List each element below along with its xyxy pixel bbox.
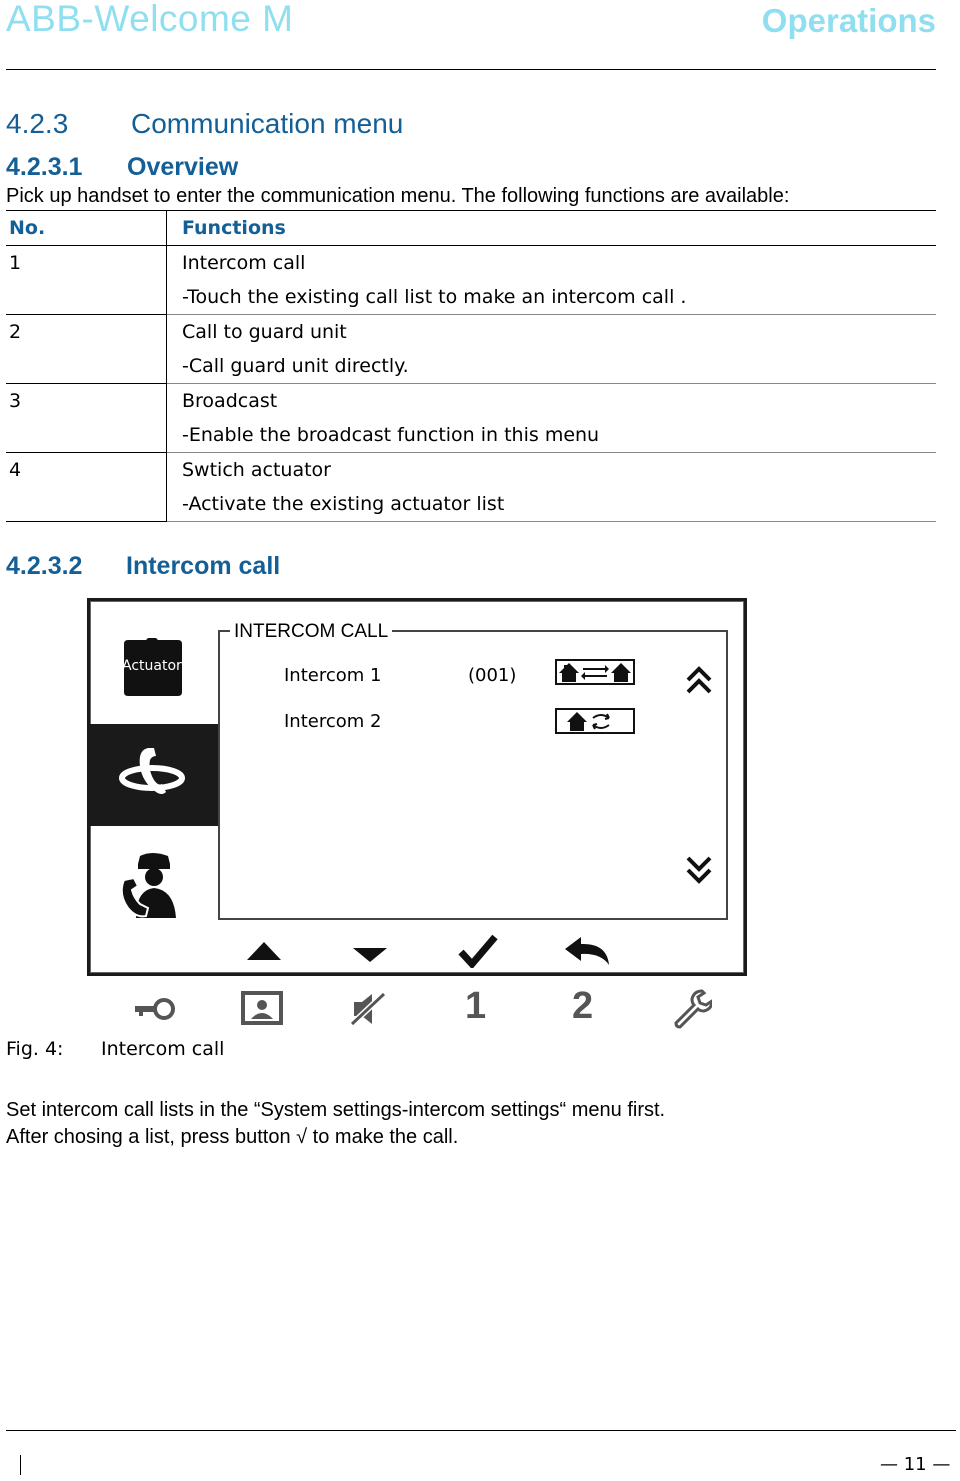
row-function: Call to guard unit xyxy=(167,315,937,350)
side-tab-intercom-icon-wrap xyxy=(118,744,186,806)
nav-confirm-button[interactable] xyxy=(458,934,498,973)
table-row xyxy=(6,453,936,488)
double-chevron-up-icon xyxy=(685,664,713,696)
paragraph: After chosing a list, press button √ to make the call. xyxy=(6,1126,459,1148)
back-icon xyxy=(563,935,613,967)
settings-button[interactable] xyxy=(672,989,712,1034)
nav-down-button[interactable] xyxy=(351,946,389,969)
overview-number: 4.2.3.1 xyxy=(6,153,83,181)
footer-marker xyxy=(20,1455,21,1475)
arrow-up-icon xyxy=(245,940,283,962)
row-no-spacer xyxy=(6,349,167,384)
mute-button[interactable] xyxy=(350,990,386,1033)
row-function: Swtich actuator xyxy=(167,453,937,488)
unlock-button[interactable] xyxy=(131,992,177,1031)
table-row xyxy=(6,418,936,453)
check-icon xyxy=(458,934,498,968)
side-tab-actuator[interactable] xyxy=(120,638,184,698)
scroll-up-button[interactable] xyxy=(685,664,713,701)
intercom-entry-2-status xyxy=(555,708,635,734)
arrow-down-icon xyxy=(351,946,389,964)
side-tab-guard[interactable] xyxy=(118,850,186,920)
section-title: Operations xyxy=(761,2,936,39)
brand-title: ABB-Welcome M xyxy=(6,0,294,39)
wrench-icon xyxy=(672,989,712,1029)
row-no-spacer xyxy=(6,418,167,453)
table-row xyxy=(6,280,936,315)
overview-intro: Pick up handset to enter the communication menu. The following functions are available: xyxy=(6,185,790,207)
section-heading xyxy=(6,108,403,140)
paragraph: Set intercom call lists in the “System settings-intercom settings“ menu first. xyxy=(6,1099,666,1121)
house-transfer-house-icon xyxy=(557,661,633,683)
row-description: -Touch the existing call list to make an intercom call . xyxy=(167,280,937,315)
row-no: 2 xyxy=(9,321,22,343)
camera-icon xyxy=(241,991,283,1027)
intercom-title: Intercom call xyxy=(126,552,281,580)
table-row xyxy=(6,246,936,281)
intercom-number: 4.2.3.2 xyxy=(6,552,83,580)
row-no-spacer xyxy=(6,487,167,522)
section-heading-text: Communication menu xyxy=(131,108,404,139)
row-function: Broadcast xyxy=(167,384,937,419)
camera-button[interactable] xyxy=(241,991,283,1032)
intercom-entry-1-code: (001) xyxy=(468,665,517,686)
nav-back-button[interactable] xyxy=(563,935,613,972)
page-number: — 11 — xyxy=(880,1454,951,1475)
functions-table xyxy=(6,210,936,522)
intercom-entry-2[interactable]: Intercom 2 xyxy=(284,711,382,732)
house-intercom-icon xyxy=(557,710,633,732)
row-description: -Call guard unit directly. xyxy=(167,349,937,384)
footer-divider xyxy=(6,1430,956,1431)
nav-up-button[interactable] xyxy=(245,940,283,967)
table-row xyxy=(6,384,936,419)
overview-heading xyxy=(6,153,238,182)
intercom-entry-1[interactable]: Intercom 1 xyxy=(284,665,382,686)
overview-title: Overview xyxy=(127,153,239,181)
header-divider xyxy=(6,69,936,70)
actuator-label: Actuator xyxy=(122,658,182,674)
table-header-row xyxy=(6,211,936,246)
table-row xyxy=(6,487,936,522)
mute-icon xyxy=(350,990,386,1028)
guard-call-icon xyxy=(118,850,186,920)
scroll-down-button[interactable] xyxy=(685,854,713,891)
row-description: -Enable the broadcast function in this menu xyxy=(167,418,937,453)
intercom-entry-1-status xyxy=(555,659,635,685)
intercom-handset-icon xyxy=(118,744,186,806)
table-header-no: No. xyxy=(6,211,167,246)
figure-caption xyxy=(6,1038,224,1060)
intercom-heading xyxy=(6,552,280,581)
call-2-button[interactable]: 2 xyxy=(572,985,594,1027)
call-1-button[interactable]: 1 xyxy=(465,985,487,1027)
row-description: -Activate the existing actuator list xyxy=(167,487,937,522)
row-no-spacer xyxy=(6,280,167,315)
table-header-functions: Functions xyxy=(167,211,937,246)
double-chevron-down-icon xyxy=(685,854,713,886)
row-function: Intercom call xyxy=(167,246,937,281)
row-no: 4 xyxy=(9,459,22,481)
row-no: 1 xyxy=(9,252,22,274)
panel-title: INTERCOM CALL xyxy=(230,621,392,643)
row-no: 3 xyxy=(9,390,22,412)
table-row xyxy=(6,349,936,384)
figure-caption-text: Intercom call xyxy=(101,1038,225,1060)
table-row xyxy=(6,315,936,350)
section-number: 4.2.3 xyxy=(6,108,69,139)
key-icon xyxy=(131,992,177,1026)
figure-label: Fig. 4: xyxy=(6,1038,64,1060)
